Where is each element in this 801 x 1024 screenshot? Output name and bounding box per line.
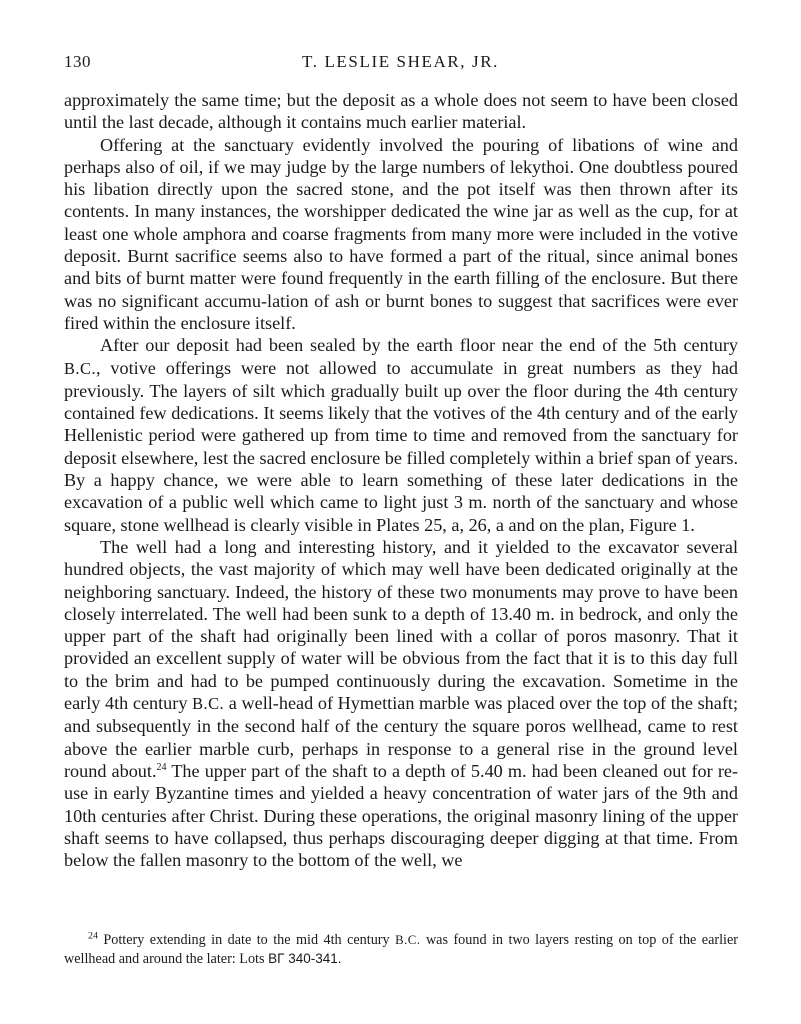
footnote-text-a: Pottery extending in date to the mid 4th century: [103, 932, 390, 948]
lot-code: ΒΓ 340-341.: [268, 950, 342, 966]
bc-abbreviation: B.C.: [192, 694, 225, 714]
bc-abbreviation: B.C.: [395, 933, 421, 947]
footnote: [64, 931, 738, 968]
bc-abbreviation: B.C.: [64, 358, 97, 378]
footnote-text: [64, 931, 738, 968]
paragraph-3-text-a: After our deposit had been sealed by the earth floor near the end of the 5th century: [100, 335, 738, 356]
footnote-text-b: was found in two layers resting on top of the earlier wellhead and around the later: Lots: [64, 932, 739, 967]
paragraph-4: [64, 536, 738, 871]
paragraph-1: approximately the same time; but the deposit as a whole does not seem to have been closed until the last decade, although it contains much earlier material.: [64, 90, 738, 133]
running-head: T. LESLIE SHEAR, JR.: [302, 52, 499, 71]
paragraph-4-text-b: a well-head of Hymettian marble was placed over the top of the shaft; and subsequently in the second half of the century the square poros wellhead, came to rest above the earlier marble curb, perhaps in response to a general rise in the ground level round about.: [64, 693, 739, 781]
paragraph-3-text-b: , votive offerings were not allowed to accumulate in great numbers as they had previously. The layers of silt which gradually built up over the floor during the 4th century contained few dedications. It seems likely that the votives of the 4th century and of the early Hellenistic period were gathered up from time to time and removed from the sanctuary for deposit elsewhere, lest the sacred enclosure be filled completely within a brief span of years. By a happy chance, we were able to learn something of these later dedications in the excavation of a public well which came to light just 3 m. north of the sanctuary and whose square, stone wellhead is clearly visible in Plates 25, a, 26, a and on the plan, Figure 1.: [64, 357, 738, 535]
paragraph-4-text-c: The upper part of the shaft to a depth of 5.40 m. had been cleaned out for re-use in early Byzantine times and yielded a heavy concentration of water jars of the 9th and 10th centuries after Christ. During these operations, the original masonry lining of the upper shaft seems to have collapsed, thus perhaps discouraging deeper digging at that time. From below the fallen masonry to the bottom of the well, we: [64, 760, 739, 871]
paragraph-3: [64, 334, 738, 536]
footnote-reference: 24: [156, 761, 167, 773]
body-text: [64, 89, 738, 871]
paragraph-2: Offering at the sanctuary evidently involved the pouring of libations of wine and perhaps also of oil, if we may judge by the large numbers of lekythoi. One doubtless poured his libation directly upon the sacred stone, and the pot itself was then thrown after its contents. In many instances, the worshipper dedicated the wine jar as well as the cup, for at least one whole amphora and coarse fragments from many more were included in the votive deposit. Burnt sacrifice seems also to have formed a part of the ritual, since animal bones and bits of burnt matter were found frequently in the earth filling of the enclosure. But there was no significant accumu-lation of ash or burnt bones to suggest that sacrifices were ever fired within the enclosure itself.: [64, 134, 738, 333]
footnote-number: 24: [88, 930, 98, 942]
paragraph-4-text-a: The well had a long and interesting history, and it yielded to the excavator several hundred objects, the vast majority of which may well have been dedicated originally at the neighboring sanctuary. Indeed, the history of these two monuments may prove to have been closely interrelated. The well had been sunk to a depth of 13.40 m. in bedrock, and only the upper part of the shaft had originally been lined with a collar of poros masonry. That it provided an excellent supply of water will be obvious from the fact that it is to this day full to the brim and had to be pumped continuously during the excavation. Sometime in the early 4th century: [64, 536, 738, 714]
page-number: 130: [64, 52, 91, 71]
